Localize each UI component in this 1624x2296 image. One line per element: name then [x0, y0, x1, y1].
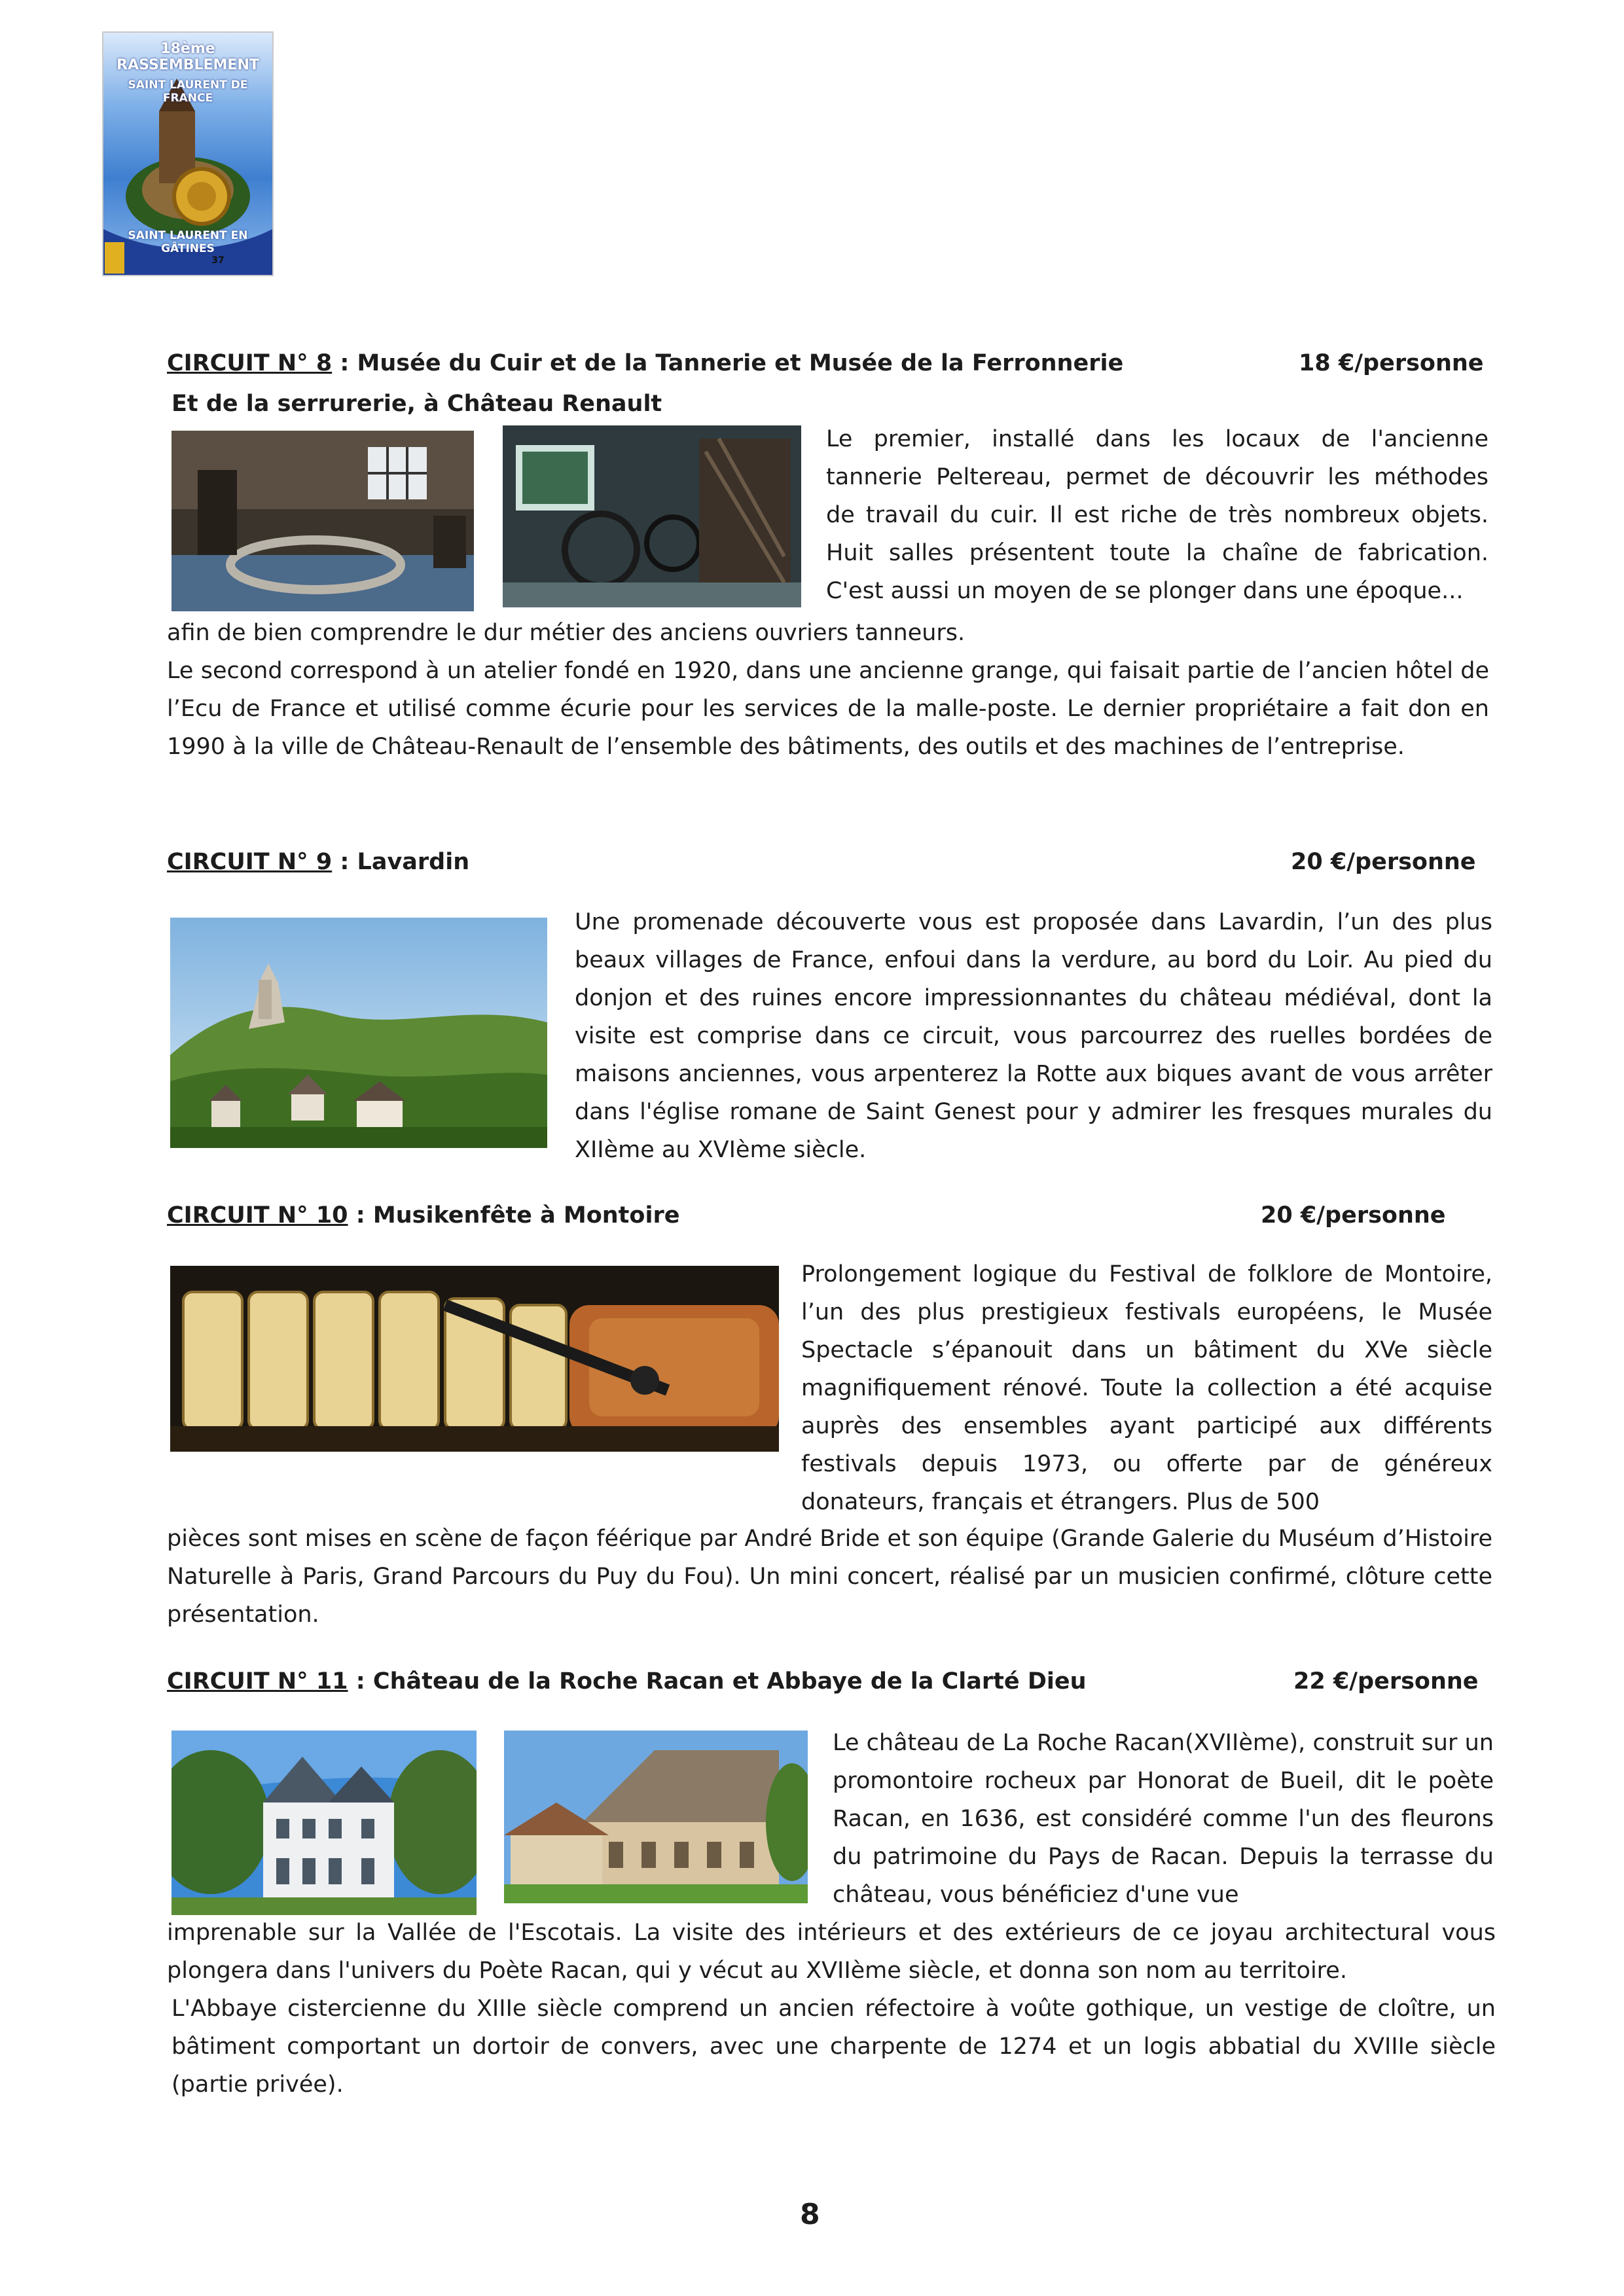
circuit-8-line-3: de travail du cuir. Il est riche de très nombreux objets.: [826, 502, 1489, 528]
circuit-11-title: [167, 1662, 1087, 1700]
circuit-11-side-text: Le château de La Roche Racan(XVIIème), construit sur un promontoire rocheux par Honorat de Bueil, dit le poète Racan, en 1636, est considéré comme l'un des fleurons du patrimoine du Pays de Racan. Depuis la terrasse du château, vous bénéficiez d'une vue: [833, 1730, 1494, 1908]
circuit-10-name: : Musikenfête à Montoire: [348, 1202, 680, 1229]
circuit-8-line-5: C'est aussi un moyen de se plonger dans une époque...: [826, 578, 1464, 604]
event-logo: [102, 31, 274, 276]
circuit-8-price: 18 €/personne: [1299, 350, 1484, 376]
circuit-8-line-1: Le premier, installé dans les locaux de l'ancienne: [826, 426, 1489, 452]
circuit-10-text-cont: pièces sont mises en scène de façon féérique par André Bride et son équipe (Grande Galerie du Muséum d’Histoire Naturelle à Paris, Grand Parcours du Puy du Fou). Un mini concert, réalisé par un musicien confirmé, clôture cette présentation.: [167, 1526, 1492, 1628]
xylophone-photo: [170, 1266, 779, 1452]
circuit-11-text-cont: imprenable sur la Vallée de l'Escotais. La visite des intérieurs et des extérieurs de ce joyau architectural vous plongera dans l'univers du Poète Racan, qui y vécut au XVIIème siècle, et donna son nom au territoire.: [167, 1920, 1496, 1984]
lavardin-photo: [170, 918, 547, 1148]
circuit-8-title: [167, 344, 1123, 382]
circuit-10-title: [167, 1196, 679, 1234]
abbaye-clarte-dieu-photo: [504, 1731, 808, 1903]
tannery-photo: [171, 431, 474, 611]
logo-bottom-text: SAINT LAURENT EN GÂTINES: [128, 229, 248, 255]
circuit-9-name: : Lavardin: [332, 849, 470, 875]
circuit-10-price: 20 €/personne: [1261, 1202, 1446, 1229]
circuit-10-code: CIRCUIT N° 10: [167, 1202, 348, 1229]
circuit-11-price: 22 €/personne: [1293, 1668, 1479, 1695]
circuit-8-code: CIRCUIT N° 8: [167, 350, 333, 376]
logo-mid-text: SAINT LAURENT DE FRANCE: [128, 79, 248, 105]
logo-top-text: 18ème RASSEMBLEMENT: [117, 41, 259, 73]
page-number: 8: [800, 2198, 820, 2231]
circuit-10-side-text: Prolongement logique du Festival de folklore de Montoire, l’un des plus prestigieux festivals européens, le Musée Spectacle s’épanouit dans un bâtiment du XVe siècle magnifiquement rénové. Toute la collection a été acquise auprès des ensembles ayant participé aux différents festivals depuis 1973, ou offerte par de généreux donateurs, français et étrangers. Plus de 500: [801, 1261, 1492, 1515]
circuit-8-line-2: tannerie Peltereau, permet de découvrir les méthodes: [826, 464, 1489, 490]
circuit-8-line-4: Huit salles présentent toute la chaîne de fabrication.: [826, 540, 1489, 566]
circuit-8-side-text: [826, 420, 1489, 610]
circuit-9-text: Une promenade découverte vous est proposée dans Lavardin, l’un des plus beaux villages de France, enfoui dans la verdure, au bord du Loir. Au pied du donjon et des ruines encore impressionnantes du château médiéval, dont la visite est comprise dans ce circuit, vous parcourrez des ruelles bordées de maisons anciennes, vous arpenterez la Rotte aux biques avant de vous arrêter dans l'église romane de Saint Genest pour y admirer les fresques murales du XIIème au XVIème siècle.: [575, 909, 1492, 1163]
circuit-9-title: [167, 843, 469, 881]
circuit-9-price: 20 €/personne: [1291, 849, 1476, 875]
ironworks-photo: [503, 425, 801, 607]
circuit-8-name: : Musée du Cuir et de la Tannerie et Musée de la Ferronnerie: [332, 350, 1124, 376]
circuit-8-text-2: Le second correspond à un atelier fondé en 1920, dans une ancienne grange, qui faisait partie de l’ancien hôtel de l’Ecu de France et utilisé comme écurie pour les services de la malle-poste. Le dernier propriétaire a fait don en 1990 à la ville de Château-Renault de l’ensemble des bâtiments, des outils et des machines de l’entreprise.: [167, 658, 1489, 760]
circuit-8-title-line2: Et de la serrurerie, à Château Renault: [171, 391, 662, 417]
circuit-11-text-2: L'Abbaye cistercienne du XIIIe siècle comprend un ancien réfectoire à voûte gothique, un vestige de cloître, un bâtiment comportant un dortoir de convers, avec une charpente de 1274 et un logis abbatial du XVIIIe siècle (partie privée).: [171, 1996, 1496, 2098]
circuit-8-text-cont: afin de bien comprendre le dur métier des anciens ouvriers tanneurs.: [167, 620, 965, 646]
chateau-roche-racan-photo: [171, 1731, 477, 1915]
logo-number: 37: [211, 255, 225, 266]
circuit-9-code: CIRCUIT N° 9: [167, 849, 333, 875]
circuit-11-code: CIRCUIT N° 11: [167, 1668, 348, 1695]
circuit-11-name: : Château de la Roche Racan et Abbaye de la Clarté Dieu: [348, 1668, 1087, 1695]
